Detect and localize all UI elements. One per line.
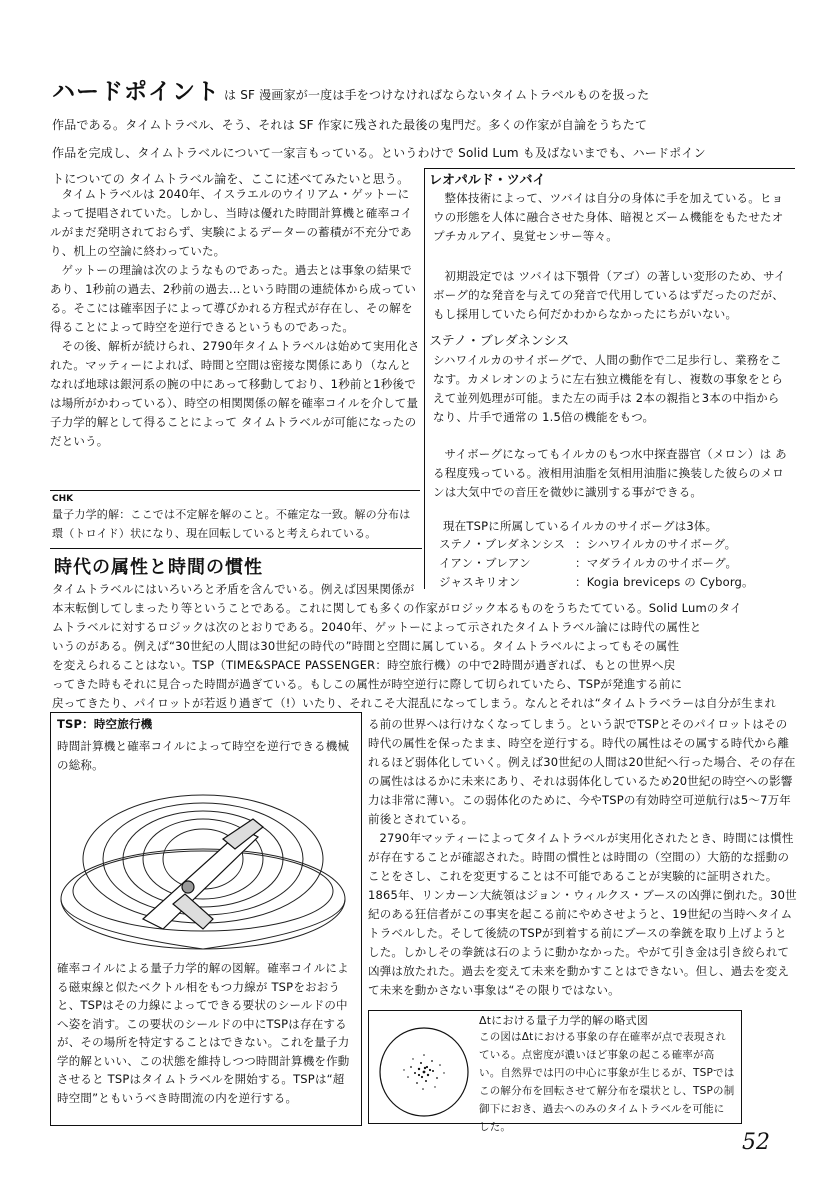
tsp-description: 時間計算機と確率コイルによって時空を逆行できる機械の総称。 [57,739,350,772]
section-continued: る前の世界へは行けなくなってしまう。という訳でTSPとそのパイロットはその時代の属性を保ったまま、時空を逆行する。時代の属性はその属する時代から離れるほど弱体化していく。例えば30世紀の人間は20世紀へ行った場合、その存在の属性ははるかに未来にあり、それは弱体化しているため20世紀の時空への影響力は非常に薄い。この弱体化のために、今やTSPの有効時空可逆航行は5～7万年前後とされている。 [368,717,796,826]
section-line: ってきた時もそれに見合った時間が過ぎている。もしこの属性が時空逆行に際して切られていたら、TSPが発進する前に [52,677,683,691]
tsp-craft [143,819,263,929]
chk-text: 量子力学的解：ここでは不定解を解のこと。不確定な一致。解の分布は環（トロイド）状になり、現在回転していると考えられている。 [52,508,411,540]
page-number: 52 [742,1130,770,1155]
tsp-title: TSP：時空旅行機 [57,717,153,731]
section-heading: 時代の属性と時間の慣性 [54,557,263,578]
delta-t-title: Δtにおける量子力学的解の略式図 [479,1014,649,1027]
list-item: ステノ・ブレダネンシス ：シハワイルカのサイボーグ。 [439,537,737,551]
tsp-figure-box [50,712,362,1126]
history-paragraph-1: タイムトラベルは 2040年、イスラエルのウイリアム・ゲットーによって提唱されていた。しかし、当時は優れた時間計算機と確率コイルがまだ発明されておらず、実験によるデーターの蓄積が不充分であり、机上の空論に終わっていた。 [50,187,413,258]
delta-t-box [368,1010,742,1133]
chk-divider [50,490,420,491]
chk-label: CHK [52,494,74,504]
delta-t-text: この図はΔtにおける事象の存在確率が点で表現されている。点密度が濃いほど事象の起こる確率が高い。自然界では円の中心に事象が生じるが、TSPではこの解分布を回転させて解分布を環状とし、TSPの制御下におき、過去へのみのタイムトラベルを可能にした。 [479,1031,735,1133]
leopard-paragraph-1: 整体技術によって、ツバイは自分の身体に手を加えている。ヒョウの形態を人体に融合させた身体、暗視とズーム機能をもたせたオプチカルアイ、臭覚センサー等々。 [433,191,784,243]
character-notes [424,168,795,589]
steno-title: ステノ・ブレダネンシス [429,334,570,349]
section-line: いうのがある。例えば“30世紀の人間は30世紀の時代の”時間と空間に属している。タイムトラベルによってもその属性 [52,639,680,653]
probability-diagram [375,1023,473,1121]
history-paragraph-2: ゲットーの理論は次のようなものであった。過去とは事象の結果であり、1秒前の過去、2秒前の過去…という時間の連続体から成っている。そこには確率因子によって導びかれる方程式が存在し、その解を得ることによって時空を逆行できるというものであった。 [50,263,417,334]
intro-line-4: トについての タイムトラベル論を、ここに述べてみたいと思う。 [52,172,410,186]
section-line: タイムトラベルにはいろいろと矛盾を含んでいる。例えば因果関係が [52,582,415,596]
section-line: 本末転倒してしまったり等ということである。これに関しても多くの作家がロジック本るものをうちたてている。Solid Lumのタイ [52,601,742,615]
intro-line-3: 作品を完成し、タイムトラベルについて一家言もっている。というわけで Solid Lum も及ばないまでも、ハードポイン [52,146,706,160]
leopard-title: レオパルド・ツバイ [429,173,546,188]
section-line: を変えられることはない。TSP（TIME&SPACE PASSENGER：時空旅行機）の中で2時間が過ぎれば、もとの世界へ戻 [52,658,676,672]
section-body-right [368,715,798,1000]
intro-line-1: は SF 漫画家が一度は手をつけなければならないタイムトラベルものを扱った [224,88,650,102]
history-paragraph-3: その後、解析が続けられ、2790年タイムトラベルは始めて実用化された。マッティーによれば、時間と空間は密接な関係にあり（なんとなれば地球は銀河系の腕の中にあって移動しており、1秒前と1秒後では場所がかわっている）、時空の相関関係の解を確率コイルを介して量子力学的解として得ることによって タイムトラベルが可能になったのだという。 [50,339,420,448]
section-paragraph-2: 2790年マッティーによってタイムトラベルが実用化されたとき、時間には慣性が存在することが確認された。時間の慣性とは時間の（空間の）大筋的な揺動のことをさし、これを変更することは不可能であることが実験的に証明された。1865年、リンカーン大統領はジョン・ウィルクス・ブースの凶弾に倒れた。30世紀のある狂信者がこの事実を起こる前にやめさせようと、19世紀の当時へタイムトラベルした。そして後続のTSPが到着する前にブースの拳銃を取り上げようとした。しかしその拳銃は石のように動かなかった。やがて引き金は引き絞られて凶弾は放たれた。過去を変えて未来を動かすことはできない。但し、過去を変えて未来を動かさない事象は“その限りではない。 [368,831,797,997]
intro-line-2: 作品である。タイムトラベル、そう、それは SF 作家に残された最後の鬼門だ。多くの作家が自論をうちたて [52,118,648,132]
tsp-illustration [53,779,359,957]
section-body-wide [52,580,797,713]
leopard-paragraph-2: 初期設定では ツバイは下顎骨（アゴ）の著しい変形のため、サイボーグ的な発音を与えての発音で代用しているはずだったのだが、もし採用していたら何だかわからなかったにちがいない。 [433,269,786,321]
list-item: ジャスキリオン ：Kogia breviceps の Cyborg。 [439,575,754,589]
list-item: イアン・ブレアン ：マダライルカのサイボーグ。 [439,556,738,570]
steno-paragraph-2: サイボーグになってもイルカのもつ水中探査器官（メロン）は ある程度残っている。液相用油脂を気相用油脂に換装した彼らのメロンは大気中での音圧を微妙に識別する事ができる。 [433,447,787,499]
section-line: ムトラベルに対するロジックは次のとおりである。2040年、ゲットーによって示されたタイムトラベル論には時代の属性と [52,620,702,634]
cyborg-intro: 現在TSPに所属しているイルカのサイボーグは3体。 [443,519,718,533]
section-rule [50,548,422,549]
history-text [50,185,420,451]
steno-paragraph-1: シハワイルカのサイボーグで、人間の動作で二足歩行し、業務をこなす。カメレオンのように左右独立機能を有し、複数の事象をとらえて並列処理が可能。また左の両手は 2本の親指と3本の中指からなり、片手で通常の 1.5倍の機能をもつ。 [433,353,784,424]
tsp-caption: 確率コイルによる量子力学的解の図解。確率コイルによる磁束線と似たベクトル相をもつ力線が TSPをおおうと、TSPはその力線によってできる要状のシールドの中へ姿を消す。この要状のシールドの中にTSPは存在するが、その場所を特定することはできない。これを量子力学的解といい、この状態を維持しつつ時間計算機を作動させると TSPはタイムトラベルを開始する。TSPは“超時空間”ともいうべき時間流の内を逆行する。 [57,961,350,1105]
section-line: 戻ってきたり、パイロットが若返り過ぎて（!）いたり、それこそ大混乱になってしまう。なんとそれは“タイムトラベラーは自分が生まれ [52,696,777,710]
feature-title: ハードポイント [52,79,220,105]
